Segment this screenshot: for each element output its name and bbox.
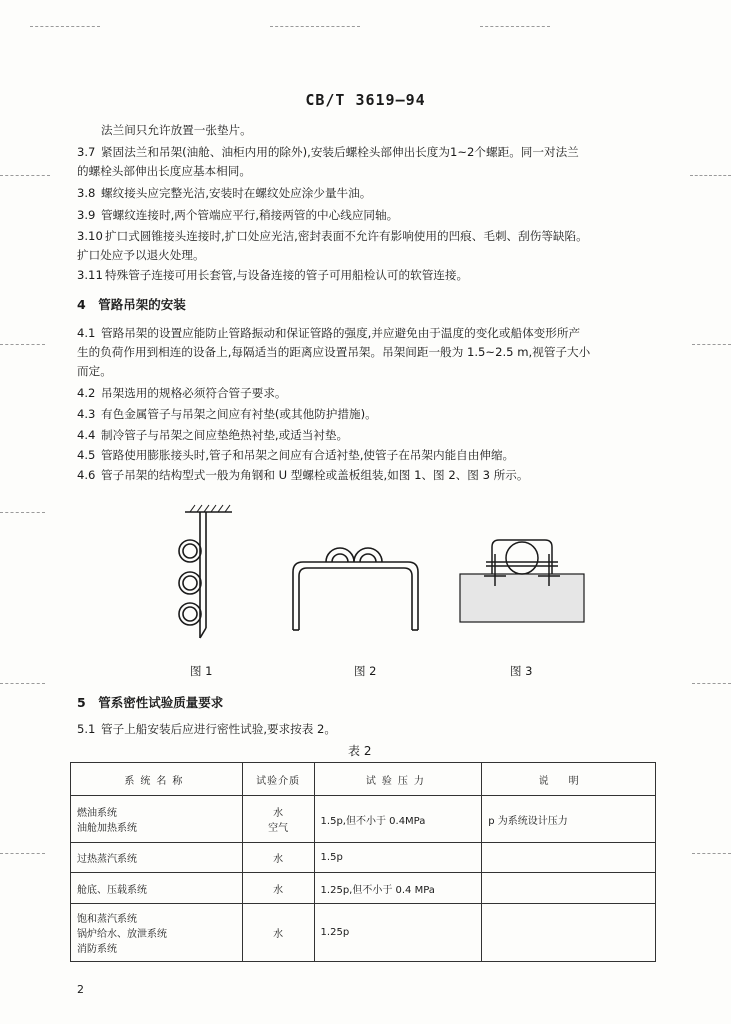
scan-mark: [0, 512, 45, 513]
text-line: 4.4 制冷管子与吊架之间应垫绝热衬垫,或适当衬垫。: [77, 428, 349, 442]
column-header: 说明: [482, 763, 656, 796]
text-line: 4.1 管路吊架的设置应能防止管路振动和保证管路的强度,并应避免由于温度的变化或船体变形所产: [77, 326, 581, 340]
table-cell: 饱和蒸汽系统 锅炉给水、放泄系统 消防系统: [71, 904, 243, 962]
table-cell: [482, 843, 656, 873]
table-cell: p 为系统设计压力: [482, 796, 656, 843]
table-row: [71, 904, 656, 962]
table-cell: 水: [242, 873, 314, 904]
figure-1-label: 图 1: [190, 664, 213, 678]
text-line: 法兰间只允许放置一张垫片。: [101, 123, 252, 137]
table-cell: 1.25p,但不小于 0.4 MPa: [314, 873, 482, 904]
text-line: 3.9 管螺纹连接时,两个管端应平行,稍接两管的中心线应同轴。: [77, 208, 399, 222]
text-line: 4.3 有色金属管子与吊架之间应有衬垫(或其他防护措施)。: [77, 407, 377, 421]
column-header: 试验压力: [314, 763, 482, 796]
scan-mark: [0, 175, 50, 176]
text-line: 4.5 管路使用膨胀接头时,管子和吊架之间应有合适衬垫,使管子在吊架内能自由伸缩。: [77, 448, 515, 462]
page-header: CB/T 3619—94: [305, 91, 426, 109]
text-line: 扩口处应予以退火处理。: [77, 248, 205, 262]
text-line: 而定。: [77, 364, 112, 378]
scan-mark: [0, 344, 45, 345]
text-line: 3.8 螺纹接头应完整光洁,安装时在螺纹处应涂少量牛油。: [77, 186, 372, 200]
scan-mark: [692, 683, 731, 684]
table-cell: 水: [242, 843, 314, 873]
text-line: 3.10 扩口式圆锥接头连接时,扩口处应光洁,密封表面不允许有影响使用的凹痕、毛刺、刮伤等缺陷。: [77, 229, 588, 243]
figure-1-drawing: [179, 505, 232, 638]
table-row: [71, 796, 656, 843]
table-cell: 过热蒸汽系统: [71, 843, 243, 873]
table-cell: [482, 873, 656, 904]
figure-2-label: 图 2: [354, 664, 377, 678]
text-line: 3.7 紧固法兰和吊架(油舱、油柜内用的除外),安装后螺栓头部伸出长度为1~2个螺距。同一对法兰: [77, 145, 579, 159]
scan-mark: [692, 853, 731, 854]
table-cell: 舱底、压载系统: [71, 873, 243, 904]
scan-mark: [0, 683, 45, 684]
scan-mark: [270, 26, 360, 27]
text-line: 3.11 特殊管子连接可用长套管,与设备连接的管子可用船检认可的软管连接。: [77, 268, 469, 282]
table-header-row: [71, 763, 656, 796]
figure-2-drawing: [293, 548, 418, 630]
scan-mark: [480, 26, 550, 27]
section-title: 5 管系密性试验质量要求: [77, 695, 224, 710]
text-line: 5.1 管子上船安装后应进行密性试验,要求按表 2。: [77, 722, 337, 736]
column-header: 系统名称: [71, 763, 243, 796]
scan-mark: [690, 175, 731, 176]
scan-mark: [692, 344, 731, 345]
table-cell: 水: [242, 904, 314, 962]
table-row: [71, 873, 656, 904]
figure-3-drawing: [460, 540, 584, 622]
table-cell: 1.5p: [314, 843, 482, 873]
scan-mark: [0, 853, 45, 854]
table-cell: [482, 904, 656, 962]
pipe-hanger-figures: [150, 500, 600, 650]
table-cell: 1.5p,但不小于 0.4MPa: [314, 796, 482, 843]
text-line: 的螺栓头部伸出长度应基本相同。: [77, 164, 251, 178]
test-requirements-table: [70, 762, 656, 962]
table-row: [71, 843, 656, 873]
table-cell: 燃油系统 油舱加热系统: [71, 796, 243, 843]
column-header: 试验介质: [242, 763, 314, 796]
table-cell: 1.25p: [314, 904, 482, 962]
table-cell: 水 空气: [242, 796, 314, 843]
text-line: 4.2 吊架选用的规格必须符合管子要求。: [77, 386, 287, 400]
text-line: 4.6 管子吊架的结构型式一般为角钢和 U 型螺栓或盖板组装,如图 1、图 2、图 3 所示。: [77, 468, 529, 482]
figure-3-label: 图 3: [510, 664, 533, 678]
page-number: 2: [77, 983, 84, 996]
scan-mark: [30, 26, 100, 27]
text-line: 生的负荷作用到相连的设备上,每隔适当的距离应设置吊架。吊架间距一般为 1.5~2.5 m,视管子大小: [77, 345, 591, 359]
section-title: 4 管路吊架的安装: [77, 297, 186, 312]
table-caption: 表 2: [348, 744, 372, 758]
